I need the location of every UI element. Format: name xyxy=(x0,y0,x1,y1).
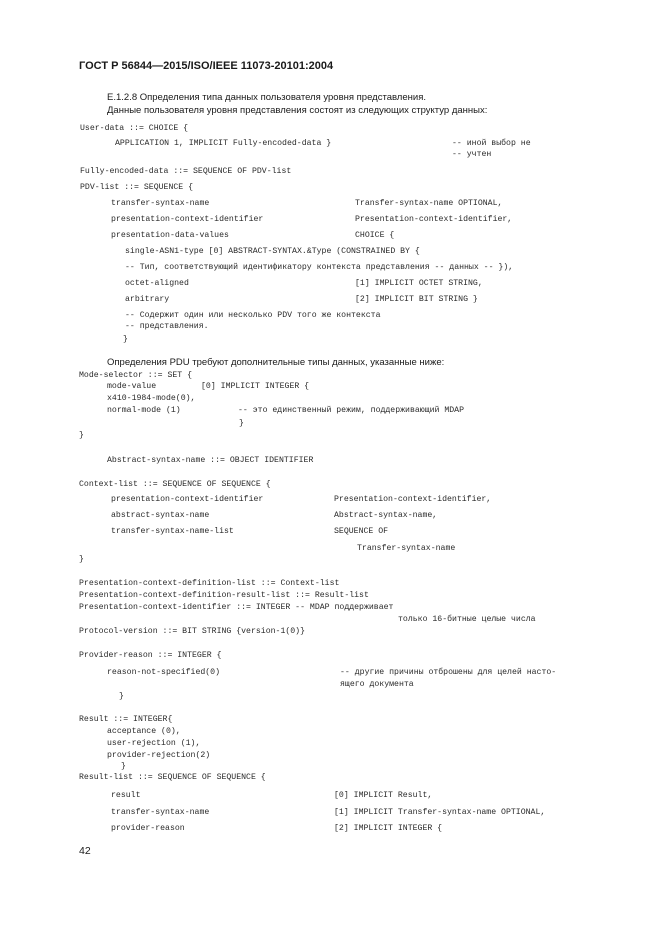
code-type: [0] IMPLICIT INTEGER { xyxy=(201,382,310,391)
code-line: APPLICATION 1, IMPLICIT Fully-encoded-data } xyxy=(115,139,332,148)
code-line: PDV-list ::= SEQUENCE { xyxy=(80,183,194,192)
code-line: User-data ::= CHOICE { xyxy=(80,124,189,133)
code-type: Abstract-syntax-name, xyxy=(334,511,438,520)
code-line: } xyxy=(119,692,124,701)
code-line: x410-1984-mode(0), xyxy=(107,394,196,403)
code-line: Presentation-context-definition-list ::= Context-list xyxy=(79,579,340,588)
code-comment: -- Содержит один или несколько PDV того же контекста xyxy=(125,311,381,320)
code-field: provider-reason xyxy=(111,824,185,833)
code-comment: ящего документа xyxy=(340,680,414,689)
code-field: arbitrary xyxy=(125,295,170,304)
code-type: Transfer-syntax-name xyxy=(357,544,456,553)
code-comment: -- это единственный режим, поддерживающий MDAP xyxy=(238,406,465,415)
code-line: Result-list ::= SEQUENCE OF SEQUENCE { xyxy=(79,773,266,782)
code-field: mode-value xyxy=(107,382,157,391)
code-line: Context-list ::= SEQUENCE OF SEQUENCE { xyxy=(79,480,271,489)
code-line: Fully-encoded-data ::= SEQUENCE OF PDV-list xyxy=(80,167,292,176)
code-comment: -- другие причины отброшены для целей насто- xyxy=(340,668,557,677)
code-comment: -- учтен xyxy=(452,150,492,159)
code-field: transfer-syntax-name xyxy=(111,808,210,817)
code-field: abstract-syntax-name xyxy=(111,511,210,520)
code-comment: -- представления. xyxy=(125,322,209,331)
code-field: normal-mode (1) xyxy=(107,406,181,415)
code-line: Result ::= INTEGER{ xyxy=(79,715,173,724)
note-text: Определения PDU требуют дополнительные типы данных, указанные ниже: xyxy=(107,357,445,368)
code-field: presentation-context-identifier xyxy=(111,495,264,504)
code-line: Protocol-version ::= BIT STRING {version-1(0)} xyxy=(79,627,306,636)
code-type: [2] IMPLICIT INTEGER { xyxy=(334,824,443,833)
code-type: SEQUENCE OF xyxy=(334,527,389,536)
code-type: [2] IMPLICIT BIT STRING } xyxy=(355,295,478,304)
page-number: 42 xyxy=(79,845,91,857)
code-line: } xyxy=(239,419,244,428)
code-line: } xyxy=(121,762,126,771)
code-line: user-rejection (1), xyxy=(107,739,201,748)
code-field: presentation-data-values xyxy=(111,231,229,240)
code-line: } xyxy=(79,555,84,564)
document-header: ГОСТ Р 56844—2015/ISO/IEEE 11073-20101:2004 xyxy=(79,60,334,72)
code-line: Provider-reason ::= INTEGER { xyxy=(79,651,222,660)
code-line: } xyxy=(123,335,128,344)
code-field: presentation-context-identifier xyxy=(111,215,264,224)
code-comment: -- иной выбор не xyxy=(452,139,531,148)
code-field: octet-aligned xyxy=(125,279,189,288)
code-type: [1] IMPLICIT Transfer-syntax-name OPTIONAL, xyxy=(334,808,546,817)
code-type: Presentation-context-identifier, xyxy=(355,215,513,224)
code-type: Transfer-syntax-name OPTIONAL, xyxy=(355,199,503,208)
code-line: Presentation-context-identifier ::= INTEGER -- MDAP поддерживает xyxy=(79,603,394,612)
code-field: result xyxy=(111,791,141,800)
code-line: Mode-selector ::= SET { xyxy=(79,371,193,380)
code-line: Abstract-syntax-name ::= OBJECT IDENTIFIER xyxy=(107,456,314,465)
code-line: Presentation-context-definition-result-list ::= Result-list xyxy=(79,591,369,600)
code-type: [1] IMPLICIT OCTET STRING, xyxy=(355,279,483,288)
code-type: [0] IMPLICIT Result, xyxy=(334,791,433,800)
code-line: single-ASN1-type [0] ABSTRACT-SYNTAX.&Type (CONSTRAINED BY { xyxy=(125,247,420,256)
section-heading: Е.1.2.8 Определения типа данных пользователя уровня представления. xyxy=(107,92,426,103)
code-comment: только 16-битные целые числа xyxy=(398,615,536,624)
code-field: transfer-syntax-name-list xyxy=(111,527,234,536)
code-line: acceptance (0), xyxy=(107,727,181,736)
intro-text: Данные пользователя уровня представления состоят из следующих структур данных: xyxy=(107,105,488,116)
code-line: provider-rejection(2) xyxy=(107,751,211,760)
code-type: CHOICE { xyxy=(355,231,395,240)
code-comment: -- Тип, соответствующий идентификатору контекста представления -- данных -- }), xyxy=(125,263,514,272)
code-type: Presentation-context-identifier, xyxy=(334,495,492,504)
code-line: } xyxy=(79,431,84,440)
code-field: reason-not-specified(0) xyxy=(107,668,221,677)
code-field: transfer-syntax-name xyxy=(111,199,210,208)
